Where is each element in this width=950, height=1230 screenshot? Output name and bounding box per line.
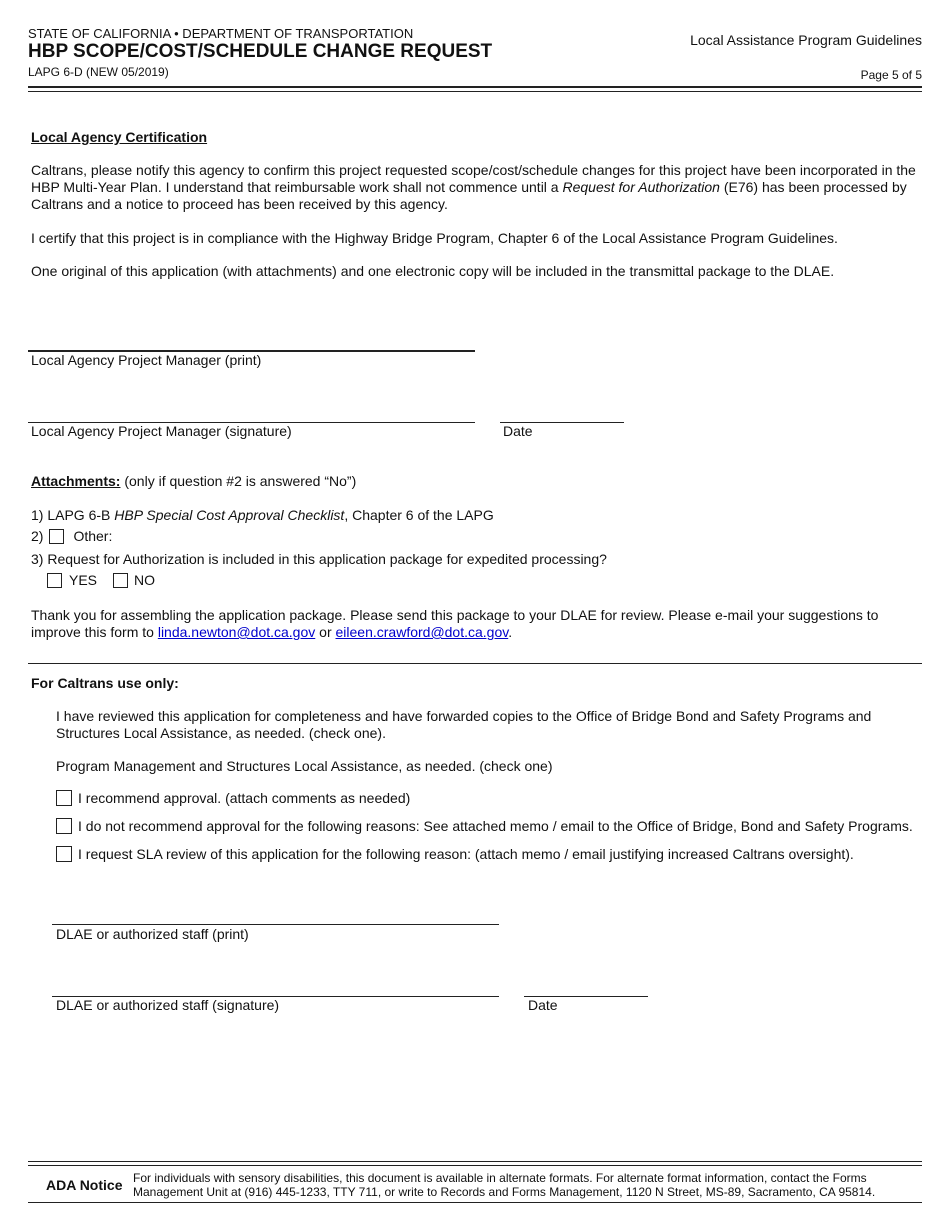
ada-divider-bottom: [28, 1202, 922, 1203]
yes-checkbox[interactable]: [47, 573, 62, 588]
attachment-item-1: 1) LAPG 6-B HBP Special Cost Approval Checklist, Chapter 6 of the LAPG: [31, 507, 494, 523]
caltrans-paragraph-2: Program Management and Structures Local Assistance, as needed. (check one): [56, 758, 553, 774]
page-number: Page 5 of 5: [860, 68, 922, 82]
expedited-options: YES NO: [47, 572, 155, 588]
option-recommend: I recommend approval. (attach comments as needed): [56, 790, 410, 806]
option-sla-review: I request SLA review of this application for the following reason: (attach memo / email justifying increased Caltrans oversight).: [56, 846, 854, 862]
department-line: STATE OF CALIFORNIA • DEPARTMENT OF TRANSPORTATION: [28, 26, 414, 41]
ada-divider-top: [28, 1161, 922, 1162]
attachment-item-3: 3) Request for Authorization is included in this application package for expedited processing?: [31, 551, 607, 567]
certification-heading: Local Agency Certification: [31, 129, 208, 145]
dlae-print-line[interactable]: [52, 924, 499, 925]
no-checkbox[interactable]: [113, 573, 128, 588]
pm-date-label: Date: [503, 423, 533, 439]
caltrans-divider: [28, 663, 922, 664]
header-divider-thin: [28, 91, 922, 92]
form-number: LAPG 6-D (NEW 05/2019): [28, 65, 169, 79]
attachments-heading: Attachments: (only if question #2 is answered “No”): [31, 473, 357, 489]
recommend-checkbox[interactable]: [56, 790, 72, 806]
pm-signature-label: Local Agency Project Manager (signature): [31, 423, 292, 439]
ada-divider-top-2: [28, 1165, 922, 1166]
ada-notice-label: ADA Notice: [46, 1177, 123, 1193]
form-title: HBP SCOPE/COST/SCHEDULE CHANGE REQUEST: [28, 41, 493, 62]
attachment-item-2: 2) Other:: [31, 528, 113, 544]
dlae-signature-label: DLAE or authorized staff (signature): [56, 997, 280, 1013]
email-link-newton[interactable]: linda.newton@dot.ca.gov: [157, 624, 316, 640]
sla-review-checkbox[interactable]: [56, 846, 72, 862]
email-link-crawford[interactable]: eileen.crawford@dot.ca.gov: [335, 624, 509, 640]
caltrans-paragraph-1: I have reviewed this application for completeness and have forwarded copies to the Office of Bridge Bond and Safety Programs and Structures Local Assistance, as needed. (check one).: [56, 708, 872, 741]
header-divider: [28, 86, 922, 88]
not-recommend-checkbox[interactable]: [56, 818, 72, 834]
certification-paragraph-2: I certify that this project is in compliance with the Highway Bridge Program, Chapter 6 of the Local Assistance Program Guidelines.: [31, 230, 838, 246]
option-not-recommend: I do not recommend approval for the following reasons: See attached memo / email to the Office of Bridge, Bond and Safety Programs.: [56, 818, 913, 834]
ada-notice-text: For individuals with sensory disabilities, this document is available in alternate formats. For alternate format information, contact the Forms Management Unit at (916) 445-1233, TTY 711, or write to Records and Forms Management, 1120 N Street, MS-89, Sacramento, CA 95814.: [133, 1171, 876, 1199]
caltrans-heading: For Caltrans use only:: [31, 675, 179, 691]
guidelines-label: Local Assistance Program Guidelines: [690, 32, 922, 48]
certification-paragraph-3: One original of this application (with attachments) and one electronic copy will be included in the transmittal package to the DLAE.: [31, 263, 835, 279]
dlae-date-label: Date: [528, 997, 558, 1013]
certification-paragraph-1: Caltrans, please notify this agency to confirm this project requested scope/cost/schedule changes for this project have been incorporated in the HBP Multi-Year Plan. I understand that reimbursable work shall not commence until a Request for Authorization (E76) has been processed by Caltrans and a notice to proceed has been received by this agency.: [31, 162, 916, 212]
dlae-print-label: DLAE or authorized staff (print): [56, 926, 249, 942]
thank-you-note: Thank you for assembling the application package. Please send this package to your DLAE for review. Please e-mail your suggestions to improve this form to linda.newton@dot.ca.gov or eileen.crawford@dot.ca.gov.: [31, 607, 879, 640]
pm-print-label: Local Agency Project Manager (print): [31, 352, 262, 368]
other-checkbox[interactable]: [49, 529, 64, 544]
